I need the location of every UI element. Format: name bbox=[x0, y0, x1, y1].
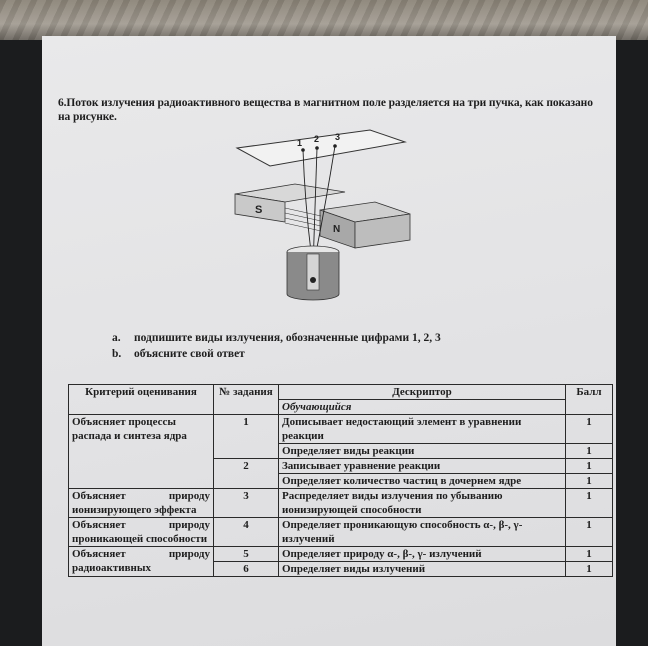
header-criterion: Критерий оценивания bbox=[69, 385, 214, 415]
table-row bbox=[69, 415, 613, 444]
task-text: подпишите виды излучения, обозначенные цифрами 1, 2, 3 bbox=[134, 332, 441, 344]
score-cell: 1 bbox=[566, 474, 613, 489]
magnet-radiation-figure bbox=[225, 128, 425, 304]
figure-label-1: 1 bbox=[297, 138, 303, 148]
table-row bbox=[69, 489, 613, 518]
criterion-cell: Объясняет природу ионизирующего эффекта bbox=[69, 489, 214, 518]
task-item-b bbox=[112, 346, 441, 362]
score-cell: 1 bbox=[566, 547, 613, 562]
score-cell: 1 bbox=[566, 489, 613, 518]
task-cell: 4 bbox=[214, 518, 279, 547]
descriptor-cell: Определяет виды реакции bbox=[279, 444, 566, 459]
beam-3-dot bbox=[333, 144, 337, 148]
figure-label-2: 2 bbox=[314, 134, 320, 144]
score-cell: 1 bbox=[566, 459, 613, 474]
source-channel bbox=[307, 254, 319, 290]
task-letter: a. bbox=[112, 332, 121, 344]
score-cell: 1 bbox=[566, 415, 613, 444]
screen-plane bbox=[237, 130, 405, 166]
table-row bbox=[69, 547, 613, 562]
wooden-background bbox=[0, 0, 648, 40]
criterion-cell: Объясняет природу проникающей способности bbox=[69, 518, 214, 547]
criterion-cell: Объясняет процессы распада и синтеза ядра bbox=[69, 415, 214, 489]
magnet-north-label: N bbox=[333, 224, 341, 235]
task-cell: 6 bbox=[214, 562, 279, 577]
task-cell: 5 bbox=[214, 547, 279, 562]
task-text: объясните свой ответ bbox=[134, 348, 245, 360]
descriptor-cell: Определяет количество частиц в дочернем ядре bbox=[279, 474, 566, 489]
header-task-no: № задания bbox=[214, 385, 279, 415]
beam-2-dot bbox=[315, 146, 319, 150]
score-cell: 1 bbox=[566, 562, 613, 577]
task-item-a bbox=[112, 330, 441, 346]
question-text: 6.Поток излучения радиоактивного вещества в магнитном поле разделяется на три пучка, как показано на рисунке. bbox=[58, 97, 593, 123]
beam-1-dot bbox=[301, 148, 305, 152]
table-row bbox=[69, 518, 613, 547]
descriptor-cell: Определяет проникающую способность α-, β-, γ- излучений bbox=[279, 518, 566, 547]
header-descriptor: Дескриптор bbox=[279, 385, 566, 400]
task-cell: 1 bbox=[214, 415, 279, 459]
task-cell: 3 bbox=[214, 489, 279, 518]
descriptor-cell: Записывает уравнение реакции bbox=[279, 459, 566, 474]
descriptor-cell: Определяет виды излучений bbox=[279, 562, 566, 577]
score-cell: 1 bbox=[566, 444, 613, 459]
task-cell: 2 bbox=[214, 459, 279, 489]
magnet-south-label: S bbox=[255, 204, 263, 216]
task-letter: b. bbox=[112, 348, 122, 360]
descriptor-cell: Определяет природу α-, β-, γ- излучений bbox=[279, 547, 566, 562]
task-list bbox=[112, 330, 441, 362]
criterion-cell: Объясняет природу радиоактивных bbox=[69, 547, 214, 577]
source-sample bbox=[310, 277, 316, 283]
score-cell: 1 bbox=[566, 518, 613, 547]
descriptor-cell: Дописывает недостающий элемент в уравнении реакции bbox=[279, 415, 566, 444]
figure-label-3: 3 bbox=[335, 132, 341, 142]
header-score: Балл bbox=[566, 385, 613, 415]
table-header-row bbox=[69, 385, 613, 400]
header-learner: Обучающийся bbox=[279, 400, 566, 415]
assessment-table bbox=[68, 384, 613, 577]
field-lines bbox=[285, 208, 321, 231]
descriptor-cell: Распределяет виды излучения по убыванию ионизирующей способности bbox=[279, 489, 566, 518]
